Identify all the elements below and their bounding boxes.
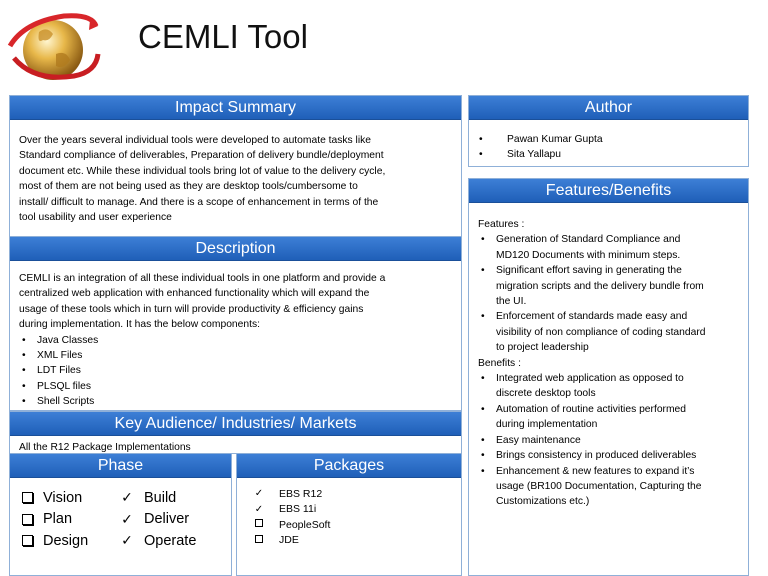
list-item: • Shell Scripts — [19, 394, 459, 409]
description-panel — [9, 236, 462, 411]
page-title: CEMLI Tool — [138, 18, 308, 55]
list-item: • Generation of Standard Compliance and MD120 Documents with minimum steps. — [478, 232, 746, 263]
phase-design: Design — [22, 530, 88, 552]
phase-operate: ✓ Operate — [121, 532, 197, 549]
phase-plan: Plan — [22, 509, 88, 531]
text-line: usage of these tools which in turn will provide productivity & efficiency gains — [19, 303, 364, 315]
checkbox-icon — [22, 492, 33, 503]
list-item: • Integrated web application as opposed to discrete desktop tools — [478, 371, 746, 402]
list-item: • LDT Files — [19, 363, 459, 378]
description-text — [19, 271, 459, 410]
package-jde: JDE — [249, 533, 330, 549]
audience-panel — [9, 411, 462, 454]
text-line: centralized web application with enhanced functionality which will expand the — [19, 288, 370, 300]
checkmark-icon: ✓ — [121, 510, 133, 527]
description-header: Description — [10, 237, 461, 261]
list-item: • Enhancement & new features to expand it’s usage (BR100 Documentation, Capturing the Customizations etc.) — [478, 464, 746, 510]
audience-text: All the R12 Package Implementations — [19, 442, 191, 453]
author-panel — [468, 95, 749, 167]
author-name: • Sita Yallapu — [479, 149, 562, 161]
impact-summary-header: Impact Summary — [10, 96, 461, 120]
text-line: Over the years several individual tools were developed to automate tasks like — [19, 135, 371, 146]
phase-panel — [9, 453, 232, 576]
features-list — [478, 232, 746, 355]
phase-build: ✓ Build — [121, 489, 177, 506]
phase-vision: Vision — [22, 487, 88, 509]
list-item: • Brings consistency in produced deliverables — [478, 448, 746, 463]
text-line: tool usability and user experience — [19, 212, 172, 224]
checkmark-icon: ✓ — [254, 488, 264, 500]
text-line: document etc. While these individual tools bring lot of value to the delivery cycle, — [19, 165, 386, 177]
list-item: • Easy maintenance — [478, 433, 746, 448]
benefits-label: Benefits : — [478, 357, 521, 369]
author-header: Author — [469, 96, 748, 120]
checkmark-icon: ✓ — [121, 532, 133, 549]
text-line: during implementation. It has the below components: — [19, 319, 260, 331]
package-ebs-11i: ✓ EBS 11i — [249, 502, 330, 518]
list-item: • Java Classes — [19, 333, 459, 348]
text-line: CEMLI is an integration of all these individual tools in one platform and provide a — [19, 273, 386, 284]
packages-panel — [236, 453, 462, 576]
benefits-list — [478, 371, 746, 510]
text-line: most of them are not being used as they are desktop tools/cumbersome to — [19, 181, 358, 193]
text-line: install/ difficult to manage. And there is a scope of enhancement in terms of the — [19, 196, 379, 208]
list-item: • XML Files — [19, 348, 459, 363]
list-item: • Significant effort saving in generating the migration scripts and the delivery bundle from the UI. — [478, 263, 746, 309]
text-line: Standard compliance of deliverables, Preparation of delivery bundle/deployment — [19, 150, 384, 162]
checkbox-icon — [22, 535, 33, 546]
audience-header: Key Audience/ Industries/ Markets — [10, 412, 461, 436]
components-list — [19, 333, 459, 410]
checkmark-icon: ✓ — [254, 503, 264, 515]
impact-summary-panel — [9, 95, 462, 237]
phase-deliver: ✓ Deliver — [121, 510, 190, 528]
list-item: • Automation of routine activities performed during implementation — [478, 402, 746, 433]
globe-logo-icon — [4, 2, 102, 90]
impact-summary-text — [19, 133, 459, 225]
checkbox-icon — [249, 535, 269, 546]
checkmark-icon: ✓ — [121, 489, 133, 506]
list-item: • Enforcement of standards made easy and visibility of non compliance of coding standard to project leadership — [478, 309, 746, 355]
packages-header: Packages — [237, 454, 461, 478]
phase-header: Phase — [10, 454, 231, 478]
author-name: • Pawan Kumar Gupta — [479, 134, 603, 145]
checkbox-icon — [249, 519, 269, 530]
checkbox-icon — [22, 514, 33, 525]
features-header: Features/Benefits — [469, 179, 748, 203]
list-item: • PLSQL files — [19, 379, 459, 394]
features-label: Features : — [478, 219, 525, 230]
package-ebs-r12: ✓ EBS R12 — [249, 486, 330, 502]
package-peoplesoft: PeopleSoft — [249, 517, 330, 533]
features-panel — [468, 178, 749, 576]
